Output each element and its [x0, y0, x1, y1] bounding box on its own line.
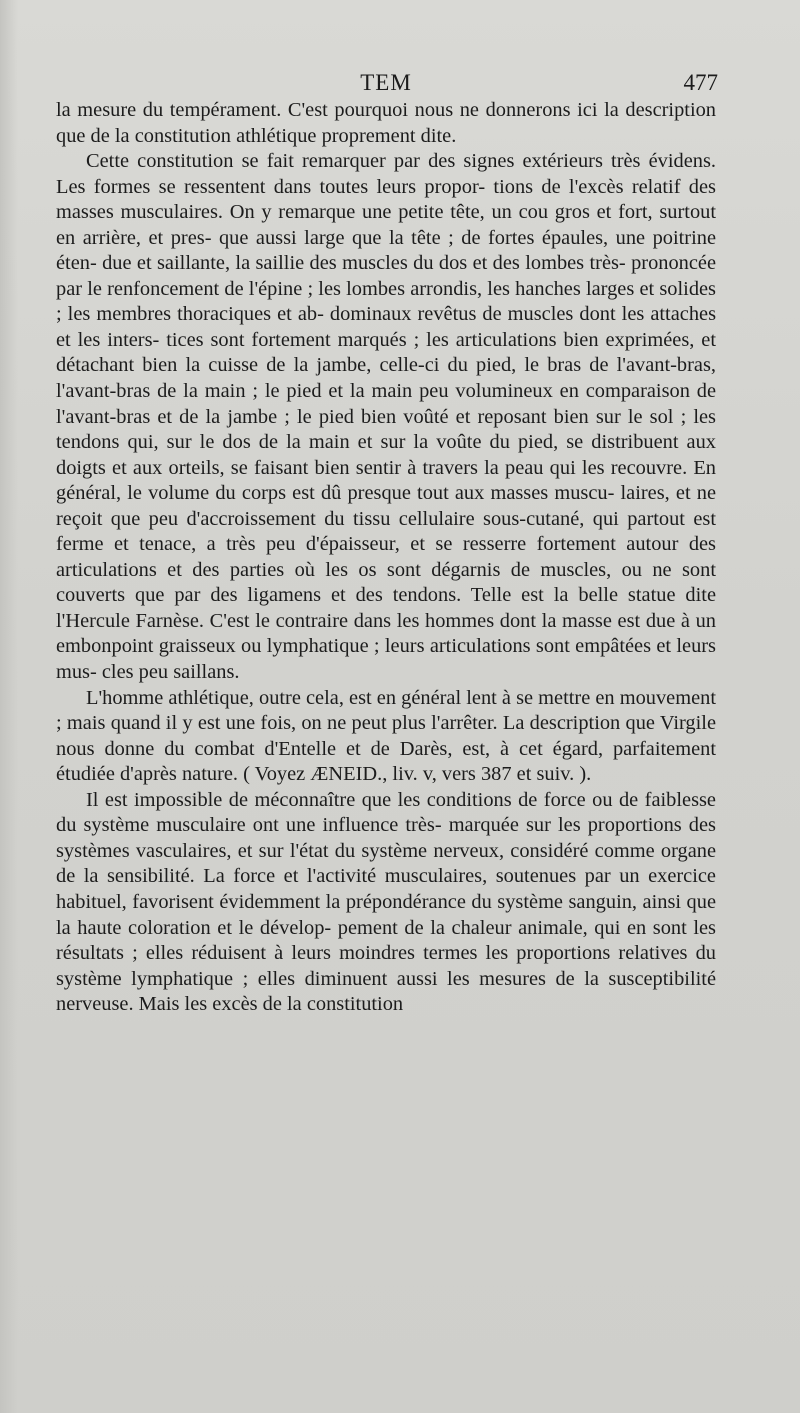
- page-header: [56, 64, 716, 98]
- paragraph-athletic-man: L'homme athlétique, outre cela, est en général lent à se mettre en mouvement ; mais quand il y est une fois, on ne peut plus l'arrêter. La description que Virgile nous donne du combat d'Entelle et de Darès, est, à cet égard, parfaitement étudiée d'après nature. ( Voyez ÆNEID., liv. v, vers 387 et suiv. ).: [56, 686, 716, 786]
- page-number: 477: [683, 70, 718, 95]
- running-head: TEM: [360, 70, 412, 95]
- paragraph-muscular-influence: Il est impossible de méconnaître que les conditions de force ou de faiblesse du système musculaire ont une influence très- marquée sur les proportions des systèmes vasculaires, et sur l'état du système nerveux, considéré comme organe de la sensibilité. La force et l'activité musculaires, soutenues par un exercice habituel, favorisent évidemment la prépondérance du système sanguin, ainsi que la haute coloration et le dévelop- pement de la chaleur animale, qui en sont les résultats ; elles réduisent à leurs moindres termes les proportions relatives du système lymphatique ; elles diminuent aussi les mesures de la susceptibilité nerveuse. Mais les excès de la constitution: [56, 788, 716, 1016]
- paragraph-continuation: la mesure du tempérament. C'est pourquoi nous ne donnerons ici la description que de la constitution athlétique proprement dite.: [56, 99, 716, 147]
- paragraph-constitution-signs: Cette constitution se fait remarquer par des signes extérieurs très évidens. Les formes se ressentent dans toutes leurs propor- tions de l'excès relatif des masses musculaires. On y remarque une petite tête, un cou gros et fort, surtout en arrière, et pres- que aussi large que la tête ; de fortes épaules, une poitrine éten- due et saillante, la saillie des muscles du dos et des lombes très- prononcée par le renfoncement de l'épine ; les lombes arrondis, les hanches larges et solides ; les membres thoraciques et ab- dominaux revêtus de muscles dont les attaches et les inters- tices sont fortement marqués ; les articulations bien exprimées, et détachant bien la cuisse de la jambe, celle-ci du pied, le bras de l'avant-bras, l'avant-bras de la main ; le pied et la main peu volumineux en comparaison de l'avant-bras et de la jambe ; le pied bien voûté et reposant bien sur le sol ; les tendons qui, sur le dos de la main et sur la voûte du pied, se distribuent aux doigts et aux orteils, se faisant bien sentir à travers la peau qui les recouvre. En général, le volume du corps est dû presque tout aux masses muscu- laires, et ne reçoit que peu d'accroissement du tissu cellulaire sous-cutané, qui partout est ferme et tenace, a très peu d'épaisseur, et se resserre fortement autour des articulations et des parties où les os sont dégarnis de muscles, ou ne sont couverts que par des ligamens et des tendons. Telle est la belle statue dite l'Hercule Farnèse. C'est le contraire dans les hommes dont la masse est due à un embonpoint graisseux ou lymphatique ; leurs articulations sont empâtées et leurs mus- cles peu saillans.: [56, 150, 716, 684]
- body-text: [56, 98, 716, 1018]
